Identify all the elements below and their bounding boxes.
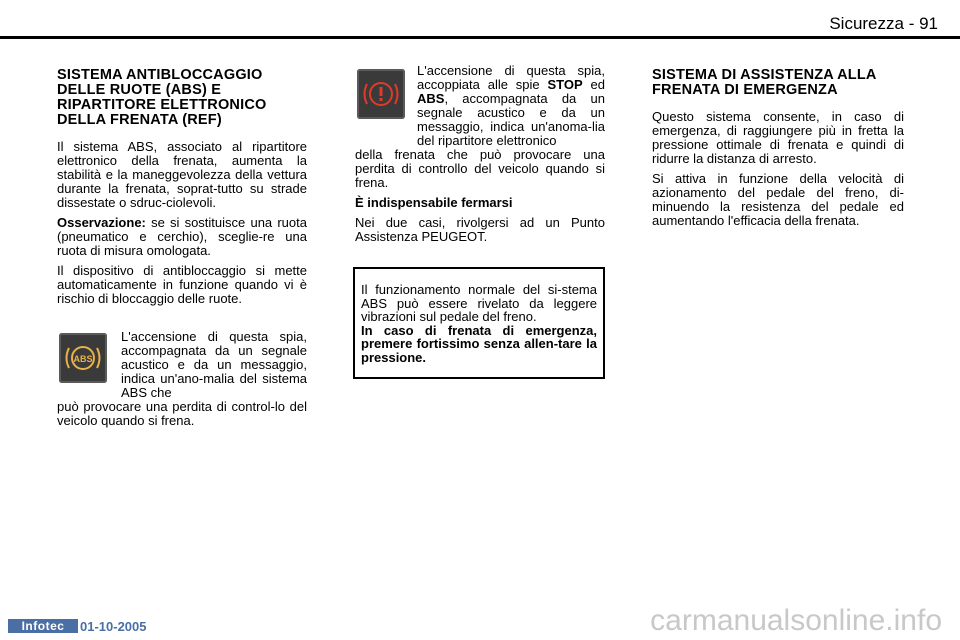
ref-light-text <box>417 64 605 148</box>
ref-text-c: , accompagnata da un segnale acustico e da un messaggio, indica un'anoma-lia del ripartitore elettronico <box>417 91 605 148</box>
header-divider <box>0 36 960 39</box>
abs-light-text: L'accensione di questa spia, accompagnata da un segnale acustico e da un messaggio, indica un'ano-malia del sistema ABS che <box>121 329 307 400</box>
ref-text-a: L'accensione di questa spia, accoppiata alle spie <box>417 63 605 92</box>
assistance-note: Nei due casi, rivolgersi ad un Punto Assistenza PEUGEOT. <box>355 215 605 244</box>
abs-warning-icon <box>59 333 107 383</box>
abs-section <box>57 68 307 312</box>
abs-label: ABS <box>417 91 445 106</box>
notice-text: Il funzionamento normale del si-stema ABS può essere rivelato da leggere vibrazioni sul pedale del freno. <box>361 282 597 324</box>
must-stop: È indispensabile fermarsi <box>355 195 513 210</box>
ref-light-rest: della frenata che può provocare una perdita di controllo del veicolo quando si frena. <box>355 147 605 190</box>
abs-notice-box <box>353 267 605 379</box>
brake-assist-p2: Si attiva in funzione della velocità di azionamento del pedale del freno, di-minuendo la resistenza del pedale ed aumentando l'efficacia della frenata. <box>652 171 904 228</box>
page-title: Sicurezza - 91 <box>829 14 938 33</box>
notice-bold: In caso di frenata di emergenza, premere fortissimo senza allen-tare la pressione. <box>361 322 597 365</box>
ref-text-b: ed <box>582 77 605 92</box>
abs-observation <box>57 216 307 258</box>
infotec-logo: Infotec <box>8 619 78 633</box>
abs-intro: Il sistema ABS, associato al ripartitore elettronico della frenata, aumenta la stabilità e la maneggevolezza della vettura durante la frenata, soprat-tutto su strade dissestate o sdruc-ciolevoli. <box>57 139 307 210</box>
svg-text:ABS: ABS <box>73 354 93 364</box>
abs-light-rest: può provocare una perdita di control-lo del veicolo quando si frena. <box>57 399 307 428</box>
abs-auto: Il dispositivo di antibloccaggio si mette automaticamente in funzione quando vi è rischio di bloccaggio delle ruote. <box>57 263 307 306</box>
observation-label: Osservazione: <box>57 215 146 230</box>
observation-text: se si sostituisce una ruota (pneumatico e cerchio), sceglie-re una ruota di misura omologata. <box>57 215 307 258</box>
brake-assist-p1: Questo sistema consente, in caso di emergenza, di raggiungere più in fretta la pressione ottimale di frenata e quindi di ridurre la distanza di arresto. <box>652 109 904 166</box>
page-header <box>0 0 960 40</box>
abs-heading: SISTEMA ANTIBLOCCAGGIO DELLE RUOTE (ABS) E RIPARTITORE ELETTRONICO DELLA FRENATA (REF) <box>57 67 267 128</box>
footer-date: 01-10-2005 <box>80 619 147 634</box>
ref-section <box>355 64 605 250</box>
brake-assist-section <box>652 68 904 234</box>
brake-assist-heading: SISTEMA DI ASSISTENZA ALLA FRENATA DI EMERGENZA <box>652 67 877 98</box>
stop-label: STOP <box>547 77 583 92</box>
watermark: carmanualsonline.info <box>650 604 942 637</box>
